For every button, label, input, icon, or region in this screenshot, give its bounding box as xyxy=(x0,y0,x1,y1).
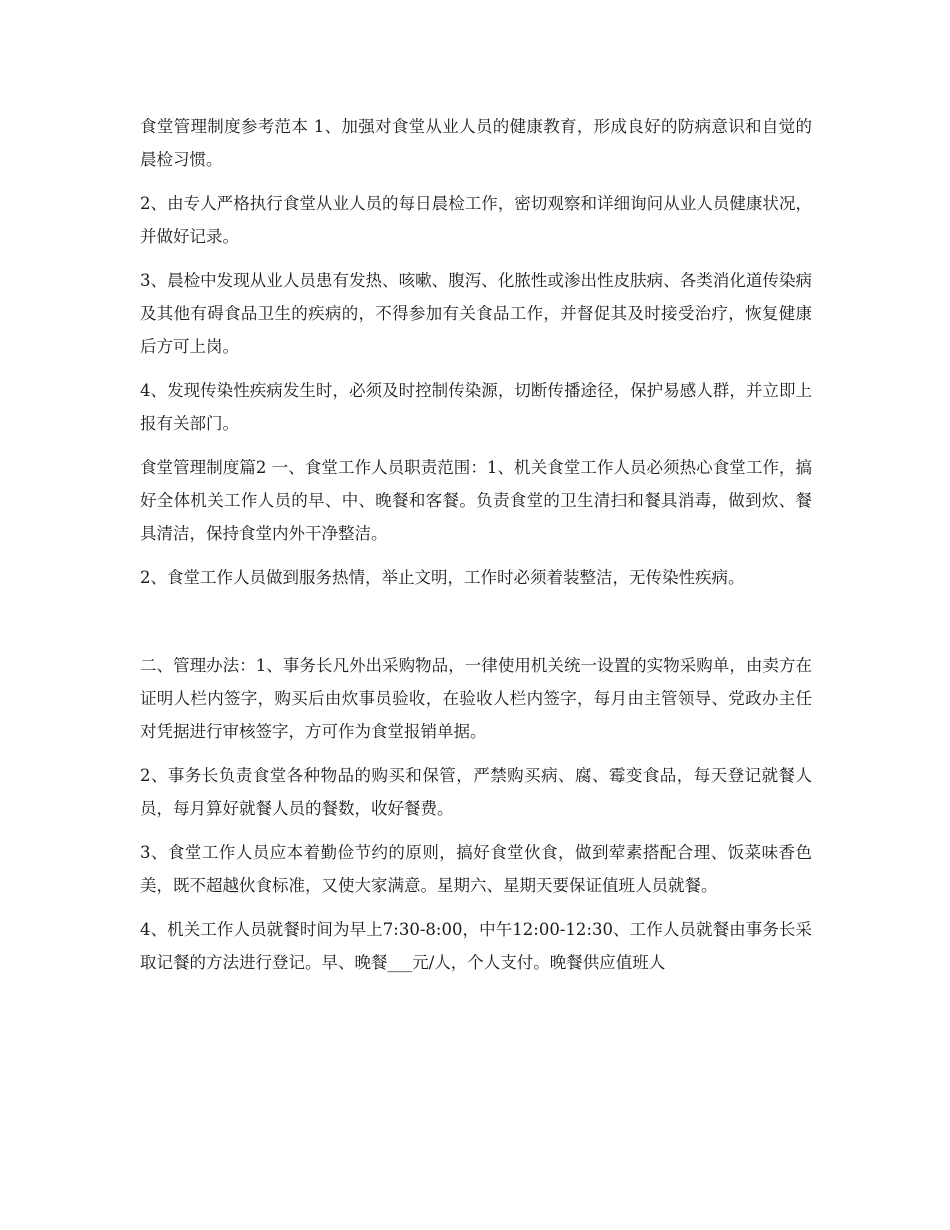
paragraph-9: 3、食堂工作人员应本着勤俭节约的原则，搞好食堂伙食，做到荤素搭配合理、饭菜味香色美，既不超越伙食标准，又使大家满意。星期六、星期天要保证值班人员就餐。 xyxy=(140,843,812,895)
paragraph-1: 食堂管理制度参考范本 1、加强对食堂从业人员的健康教育，形成良好的防病意识和自觉的晨检习惯。 xyxy=(140,117,812,169)
paragraph-2: 2、由专人严格执行食堂从业人员的每日晨检工作，密切观察和详细询问从业人员健康状况，并做好记录。 xyxy=(140,194,812,246)
paragraph-10: 4、机关工作人员就餐时间为早上7:30-8:00，中午12:00-12:30、工作人员就餐由事务长采取记餐的方法进行登记。早、晚餐___元/人，个人支付。晚餐供应值班人 xyxy=(140,920,812,972)
paragraph-5: 食堂管理制度篇2 一、食堂工作人员职责范围：1、机关食堂工作人员必须热心食堂工作，搞好全体机关工作人员的早、中、晚餐和客餐。负责食堂的卫生清扫和餐具消毒，做到炊、餐具清洁，保持食堂内外干净整洁。 xyxy=(140,458,812,543)
paragraph-6: 2、食堂工作人员做到服务热情，举止文明，工作时必须着装整洁，无传染性疾病。 xyxy=(140,568,745,587)
paragraph-3: 3、晨检中发现从业人员患有发热、咳嗽、腹泻、化脓性或渗出性皮肤病、各类消化道传染病及其他有碍食品卫生的疾病的，不得参加有关食品工作，并督促其及时接受治疗，恢复健康后方可上岗。 xyxy=(140,271,812,356)
paragraph-4: 4、发现传染性疾病发生时，必须及时控制传染源，切断传播途径，保护易感人群，并立即上报有关部门。 xyxy=(140,381,812,433)
paragraph-8: 2、事务长负责食堂各种物品的购买和保管，严禁购买病、腐、霉变食品，每天登记就餐人员，每月算好就餐人员的餐数，收好餐费。 xyxy=(140,766,812,818)
paragraph-7: 二、管理办法：1、事务长凡外出采购物品，一律使用机关统一设置的实物采购单，由卖方在证明人栏内签字，购买后由炊事员验收，在验收人栏内签字，每月由主管领导、党政办主任对凭据进行审核签字，方可作为食堂报销单据。 xyxy=(140,656,812,741)
document-body xyxy=(140,110,812,990)
